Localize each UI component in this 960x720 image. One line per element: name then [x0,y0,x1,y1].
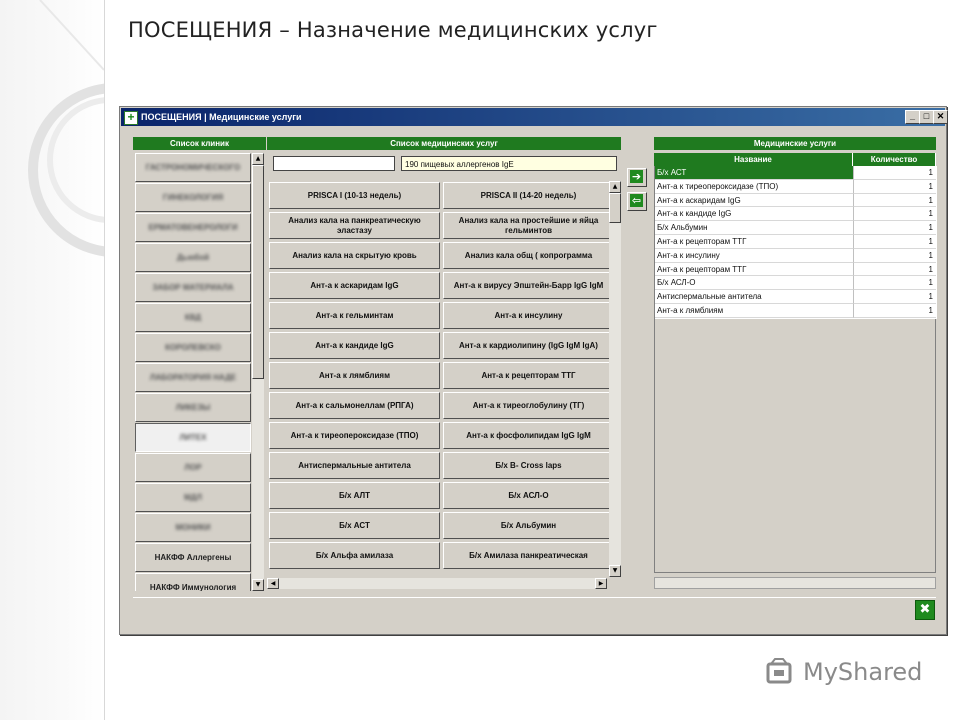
scroll-thumb[interactable] [252,165,264,379]
selected-service-field[interactable]: 190 пищевых аллергенов IgE [401,156,617,171]
table-row[interactable] [655,249,937,263]
service-name-cell: Ант-а к тиреопероксидазе (ТПО) [655,180,854,194]
table-row[interactable] [655,290,937,304]
service-name-cell: Б/х АСЛ-О [655,276,854,290]
service-name-cell: Ант-а к рецепторам ТТГ [655,235,854,249]
services-header: Список медицинских услуг [267,137,621,150]
service-button[interactable]: Анализ кала на скрытую кровь [269,242,440,269]
service-button[interactable]: Ант-а к тиреопероксидазе (ТПО) [269,422,440,449]
scroll-left-icon[interactable]: ◀ [267,578,279,589]
service-name-cell: Антиспермальные антитела [655,290,854,304]
arrow-right-icon: ➔ [631,170,642,183]
shared-logo-icon [765,658,797,688]
table-row[interactable] [655,304,937,318]
service-button[interactable]: Анализ кала на панкреатическую эластазу [269,212,440,239]
slide-title: ПОСЕЩЕНИЯ – Назначение медицинских услуг [128,18,658,42]
slide-decoration [0,0,105,720]
selected-services-panel [654,137,936,592]
clinic-item[interactable] [135,543,251,572]
service-button[interactable]: Б/х Амилаза панкреатическая [443,542,614,569]
clinic-label: НАКФФ Аллергены [154,553,232,562]
clinic-item[interactable] [135,273,251,302]
quantity-cell[interactable]: 1 [854,207,936,221]
scroll-right-icon[interactable]: ▶ [595,578,607,589]
table-row[interactable] [655,221,937,235]
service-button[interactable]: Ант-а к лямблиям [269,362,440,389]
service-button[interactable]: Ант-а к кардиолипину (IgG IgM IgA) [443,332,614,359]
service-name-cell: Б/х АСТ [655,166,854,180]
close-form-button[interactable]: ✖ [915,600,935,620]
clinic-label: ГИНЕКОЛОГИЯ [162,193,224,202]
clinic-label: ЗАБОР МАТЕРИАЛА [152,283,234,292]
clinic-label: КВД [184,313,202,322]
clinic-label: НАКФФ Иммунология [149,583,237,591]
clinic-item[interactable] [135,213,251,242]
service-button[interactable]: Анализ кала на простейшие и яйца гельминтов [443,212,614,239]
quantity-cell[interactable]: 1 [854,263,936,277]
column-qty-header[interactable]: Количество [853,153,936,166]
clinic-label: ЛАБОРАТОРИЯ НАДЕ [149,373,237,382]
table-row[interactable] [655,207,937,221]
column-name-header[interactable]: Название [654,153,853,166]
service-search-input[interactable] [273,156,395,171]
scroll-up-icon[interactable]: ▲ [609,181,621,193]
table-row[interactable] [655,235,937,249]
service-name-cell: Ант-а к кандиде IgG [655,207,854,221]
clinic-label: Дьюбой [176,253,210,262]
service-button[interactable]: Б/х АЛТ [269,482,440,509]
service-name-cell: Б/х Альбумин [655,221,854,235]
remove-service-button[interactable] [627,192,647,211]
table-row[interactable] [655,276,937,290]
add-service-button[interactable] [627,168,647,187]
clinic-label: ЕРМАТОВЕНЕРОЛОГИ [148,223,238,232]
clinics-scrollbar[interactable] [252,153,264,591]
clinic-item[interactable] [135,573,251,591]
clinic-item[interactable] [135,483,251,512]
clinic-label: ГАСТРОНОМИЧЕСКОГО [145,163,241,172]
decorative-arcs [0,0,104,720]
clinics-header: Список клиник [133,137,266,150]
selected-services-header: Медицинские услуги [654,137,936,150]
table-header [654,153,936,166]
service-button[interactable]: Б/х АСЛ-О [443,482,614,509]
table-row[interactable] [655,263,937,277]
scroll-down-icon[interactable]: ▼ [609,565,621,577]
table-empty-area [654,319,936,573]
clinic-label: ЛОР [184,463,202,472]
window-title: ПОСЕЩЕНИЯ | Медицинские услуги [141,112,302,122]
service-name-cell: Ант-а к инсулину [655,249,854,263]
service-button[interactable]: Ант-а к вирусу Эпштейн-Барр IgG IgM [443,272,614,299]
clinic-item[interactable] [135,513,251,542]
service-button[interactable]: PRISCA I (10-13 недель) [269,182,440,209]
service-button[interactable]: Б/х АСТ [269,512,440,539]
service-button[interactable]: Ант-а к аскаридам IgG [269,272,440,299]
clinic-item[interactable] [135,243,251,272]
table-row[interactable] [655,180,937,194]
service-name-cell: Ант-а к лямблиям [655,304,854,318]
clinic-label: ЛИТЕХ [179,433,207,442]
selected-services-table [654,166,937,319]
service-button[interactable]: Ант-а к инсулину [443,302,614,329]
service-button[interactable]: Антиспермальные антитела [269,452,440,479]
clinic-label: КОРОЛЕВСКО [165,343,221,352]
clinic-item[interactable] [135,363,251,392]
brand-name: MyShared [803,658,923,686]
quantity-cell[interactable]: 1 [854,249,936,263]
app-window [119,106,947,635]
quantity-cell[interactable]: 1 [854,235,936,249]
clinic-item[interactable] [135,393,251,422]
services-vscroll[interactable] [609,181,621,577]
maximize-button[interactable]: □ [919,110,934,124]
clinic-label: МОНИКИ [175,523,211,532]
scroll-down-icon[interactable]: ▼ [252,579,264,591]
service-button[interactable]: Анализ кала общ ( копрограмма [443,242,614,269]
quantity-cell[interactable]: 1 [854,221,936,235]
window-titlebar[interactable] [121,108,945,126]
table-hscroll[interactable] [654,577,936,589]
service-button[interactable]: Ант-а к сальмонеллам (РПГА) [269,392,440,419]
clinics-list [133,151,266,591]
service-button[interactable]: Ант-а к фосфолипидам IgG IgM [443,422,614,449]
service-button[interactable]: Ант-а к рецепторам ТТГ [443,362,614,389]
service-name-cell: Ант-а к рецепторам ТТГ [655,263,854,277]
quantity-cell[interactable]: 1 [854,290,936,304]
quantity-cell[interactable]: 1 [854,166,936,180]
minimize-button[interactable]: _ [905,110,920,124]
service-button[interactable]: Б/х Альбумин [443,512,614,539]
clinic-item[interactable] [135,153,251,182]
service-name-cell: Ант-а к аскаридам IgG [655,194,854,208]
clinic-label: МДЛ [184,493,202,502]
quantity-cell[interactable]: 1 [854,276,936,290]
clinic-item[interactable] [135,183,251,212]
service-button[interactable]: Ант-а к тиреоглобулину (ТГ) [443,392,614,419]
app-cross-icon: + [124,111,138,125]
clinic-item[interactable] [135,423,251,452]
table-row[interactable] [655,166,937,180]
clinic-item[interactable] [135,453,251,482]
service-button[interactable]: Ант-а к кандиде IgG [269,332,440,359]
clinic-label: ЛИКЕЗЫ [175,403,211,412]
scroll-thumb[interactable] [609,193,621,223]
close-window-button[interactable]: ✕ [933,110,948,124]
quantity-cell[interactable]: 1 [854,194,936,208]
service-button[interactable]: Б/х Альфа амилаза [269,542,440,569]
services-hscroll[interactable] [267,578,607,589]
service-button[interactable]: Б/х В- Cross laps [443,452,614,479]
service-button[interactable]: PRISCA II (14-20 недель) [443,182,614,209]
scroll-up-icon[interactable]: ▲ [252,153,264,165]
arrow-left-icon: ⇦ [631,194,642,207]
quantity-cell[interactable]: 1 [854,304,936,318]
clinic-item[interactable] [135,333,251,362]
clinic-item[interactable] [135,303,251,332]
quantity-cell[interactable]: 1 [854,180,936,194]
service-button[interactable]: Ант-а к гельминтам [269,302,440,329]
status-bar [133,597,936,622]
table-row[interactable] [655,194,937,208]
